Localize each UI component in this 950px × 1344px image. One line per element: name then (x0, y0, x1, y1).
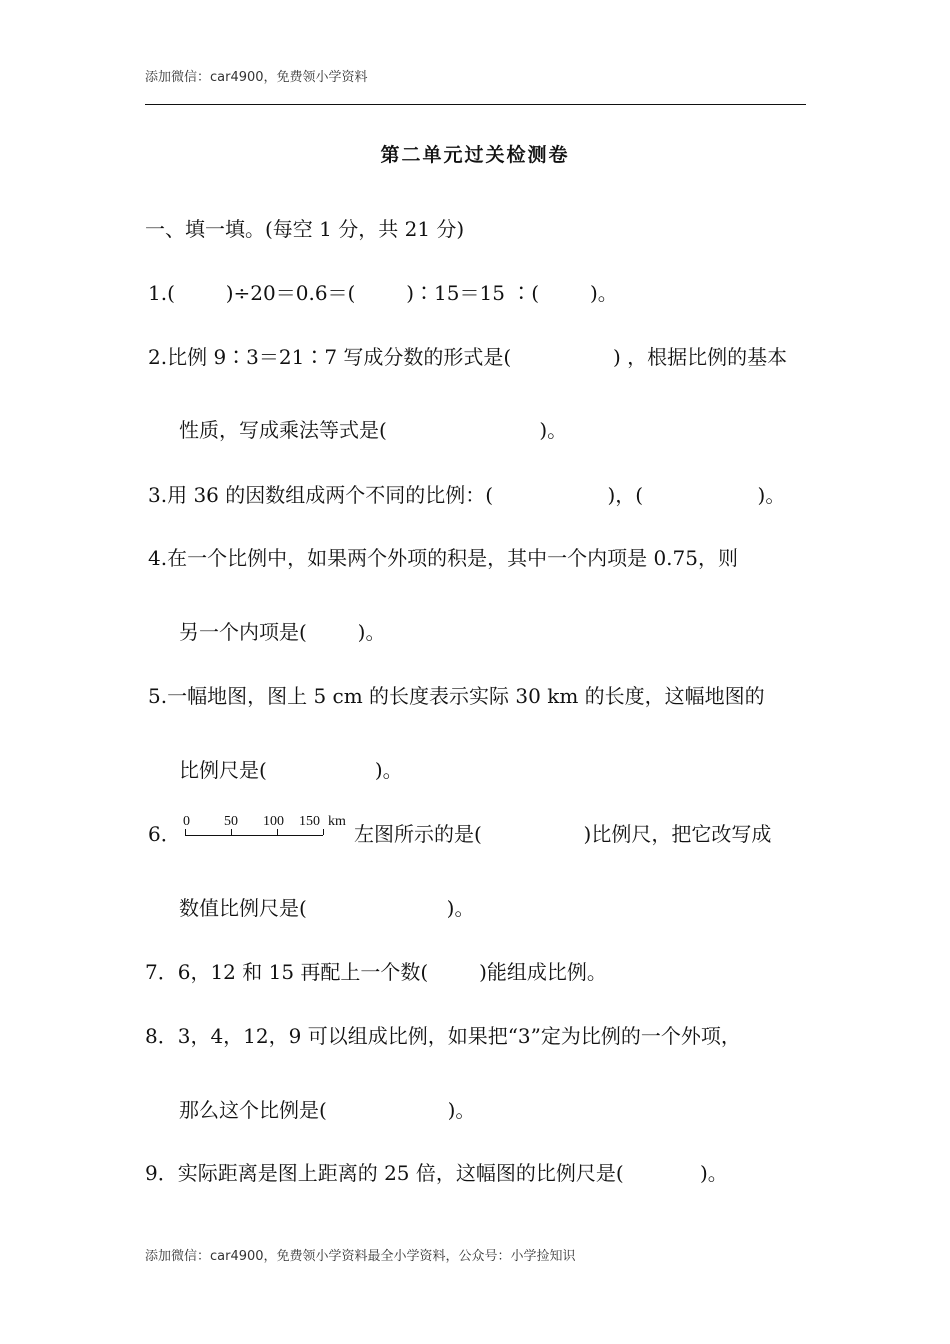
question-6-line-1: 左图所示的是( )比例尺，把它改写成 (354, 822, 772, 846)
question-9: 9．实际距离是图上距离的 25 倍，这幅图的比例尺是( )。 (145, 1161, 728, 1185)
scale-bar-line (185, 835, 323, 836)
scale-label-50: 50 (224, 814, 238, 829)
scale-tick (231, 829, 232, 835)
question-6-number: 6． (148, 822, 181, 846)
question-4-line-2: 另一个内项是( )。 (179, 620, 386, 644)
footer-note: 添加微信：car4900，免费领小学资料最全小学资料，公众号：小学捡知识 (145, 1249, 576, 1264)
scale-label-150: 150 (299, 814, 320, 829)
question-8-line-1: 8．3，4，12，9 可以组成比例，如果把“3”定为比例的一个外项， (145, 1024, 741, 1048)
question-7: 7．6，12 和 15 再配上一个数( )能组成比例。 (145, 960, 607, 984)
scale-tick (277, 829, 278, 835)
scale-label-100: 100 (263, 814, 284, 829)
question-8-line-2: 那么这个比例是( )。 (179, 1098, 476, 1122)
question-3: 3.用 36 的因数组成两个不同的比例：( )，( )。 (148, 483, 786, 507)
scale-tick (185, 829, 186, 835)
scale-label-unit: km (328, 814, 346, 829)
scale-tick (323, 829, 324, 835)
scale-bar-figure (182, 814, 352, 840)
question-1: 1.( )÷20＝0.6＝( )∶15＝15 ∶( )。 (148, 281, 618, 305)
page-title: 第二单元过关检测卷 (380, 144, 570, 166)
question-5-line-2: 比例尺是( )。 (179, 758, 403, 782)
question-2-line-1: 2.比例 9∶3＝21∶7 写成分数的形式是( ) ，根据比例的基本 (148, 345, 788, 369)
header-rule (145, 104, 806, 105)
question-6-line-2: 数值比例尺是( )。 (179, 896, 475, 920)
question-2-line-2: 性质，写成乘法等式是( )。 (179, 418, 568, 442)
header-note: 添加微信：car4900，免费领小学资料 (145, 70, 368, 85)
scale-label-0: 0 (183, 814, 190, 829)
question-4-line-1: 4.在一个比例中，如果两个外项的积是，其中一个内项是 0.75，则 (148, 546, 738, 570)
section-heading: 一、填一填。(每空 1 分，共 21 分) (145, 217, 465, 241)
question-5-line-1: 5.一幅地图，图上 5 cm 的长度表示实际 30 km 的长度，这幅地图的 (148, 684, 765, 708)
